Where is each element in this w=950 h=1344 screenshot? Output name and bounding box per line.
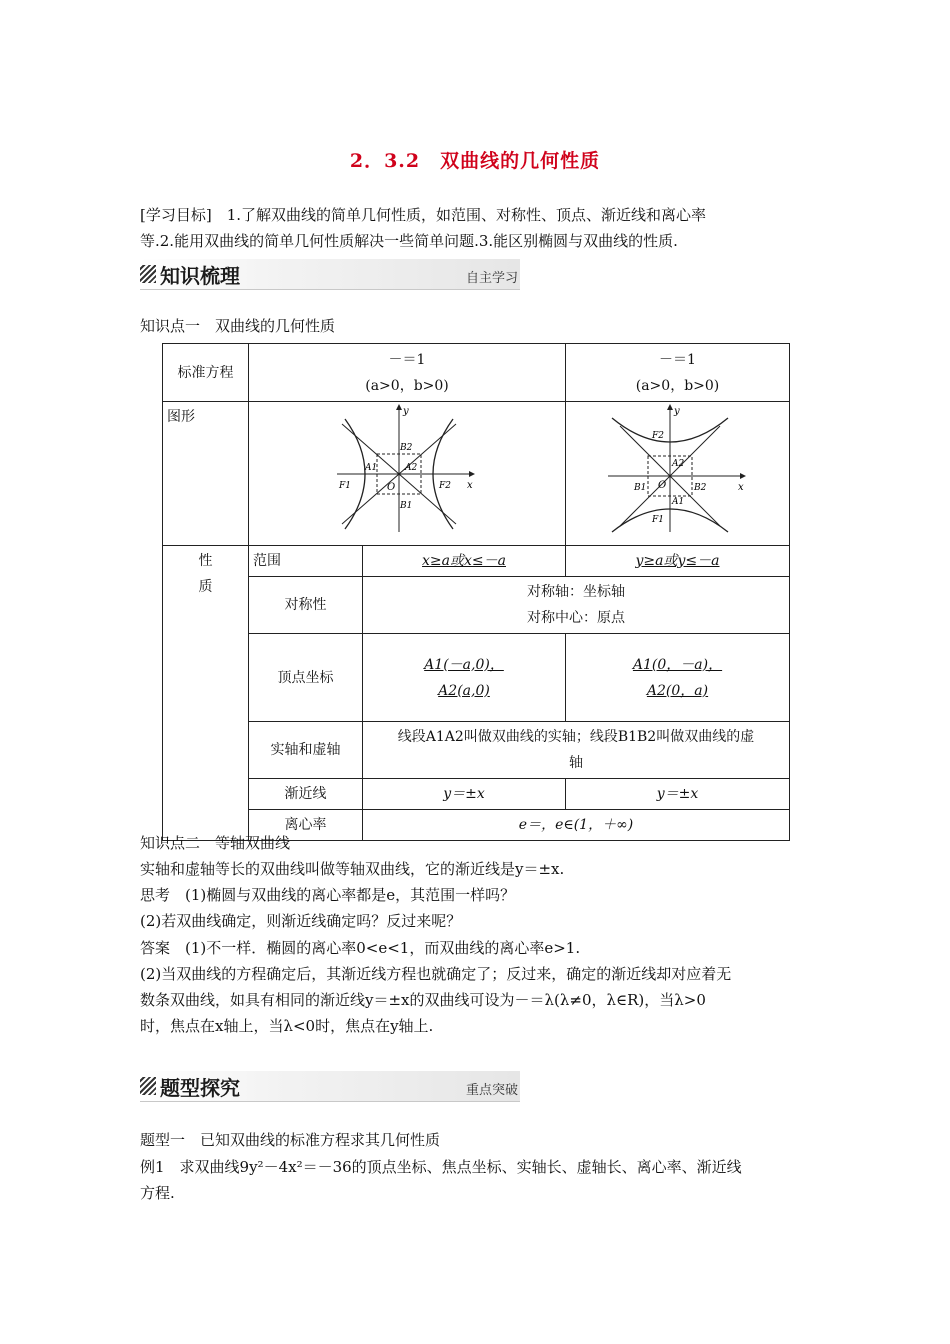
knowledge-point-1-title: 知识点一 双曲线的几何性质 [140, 317, 336, 335]
answer-1: 答案 (1)不一样．椭圆的离心率0<e<1，而双曲线的离心率e>1. [140, 939, 581, 957]
label-f1: F1 [651, 515, 664, 525]
learning-objectives-line-2: 等.2.能用双曲线的简单几何性质解决一些简单问题.3.能区别椭圆与双曲线的性质. [140, 232, 678, 250]
vertex-label: 顶点坐标 [249, 634, 363, 722]
asymptote-label: 渐近线 [249, 779, 363, 810]
label-f2: F2 [651, 431, 664, 441]
vertex-a1-vertical: A1(0，－a)， [632, 656, 723, 673]
label-x: x [467, 480, 473, 491]
asymptote-vertical: y＝±x [566, 779, 790, 810]
label-b2: B2 [400, 443, 413, 453]
page-title: 2．3.2 双曲线的几何性质 [349, 150, 601, 172]
equation-1: －＝1 [388, 351, 426, 368]
graph-cell-2 [566, 402, 790, 546]
axis-label: 实轴和虚轴 [249, 722, 363, 779]
symmetry-center: 对称中心：原点 [527, 610, 625, 626]
vertex-a2-vertical: A2(0，a) [646, 682, 709, 699]
learning-objectives-line-1: [学习目标] 1.了解双曲线的简单几何性质，如范围、对称性、顶点、渐近线和离心率 [140, 206, 707, 224]
std-eq-label: 标准方程 [163, 344, 249, 402]
properties-label-char-1: 性 [198, 553, 213, 569]
label-b1: B1 [400, 501, 413, 511]
properties-label [163, 546, 249, 841]
vertex-a1: A1(－a,0)， [424, 656, 504, 673]
section-banner-title: 知识梳理 [160, 264, 240, 288]
section-banner-title: 题型探究 [160, 1076, 240, 1100]
symmetry-value [363, 577, 790, 634]
vertex-horizontal [363, 634, 566, 722]
axis-text-line-2: 轴 [569, 755, 583, 771]
y-arrow-icon [396, 404, 402, 410]
section-banner-types [140, 1071, 520, 1102]
think-question-2: (2)若双曲线确定，则渐近线确定吗？反过来呢？ [140, 912, 462, 930]
label-origin: O [387, 482, 396, 493]
label-a1: A1 [365, 463, 378, 473]
stripes-icon [140, 1077, 156, 1095]
axis-text-line-1: 线段A1A2叫做双曲线的实轴；线段B1B2叫做双曲线的虚 [397, 729, 755, 745]
section-banner-tag: 自主学习 [465, 271, 518, 286]
label-y: y [673, 406, 680, 417]
eccentricity-label: 离心率 [249, 810, 363, 841]
knowledge-point-2-title: 知识点二 等轴双曲线 [140, 834, 291, 852]
answer-2-line-1: (2)当双曲线的方程确定后，其渐近线方程也就确定了；反过来，确定的渐近线却对应着无 [140, 965, 732, 983]
section-banner-knowledge [140, 259, 520, 290]
example-1-line-1: 例1 求双曲线9y²－4x²＝－36的顶点坐标、焦点坐标、实轴长、虚轴长、离心率、渐近线 [140, 1158, 742, 1176]
y-arrow-icon [667, 404, 673, 410]
std-eq-horizontal [249, 344, 566, 402]
eccentricity-value: e＝，e∈(1，＋∞) [363, 810, 790, 841]
equation-2: －＝1 [659, 351, 696, 368]
label-f2: F2 [439, 481, 451, 491]
label-origin: O [657, 480, 666, 491]
label-y: y [403, 406, 409, 417]
asymptote-horizontal: y＝±x [363, 779, 566, 810]
answer-2-line-2: 数条双曲线，如具有相同的渐近线y＝±x的双曲线可设为－＝λ(λ≠0，λ∈R)，当λ>0 [140, 991, 706, 1009]
properties-table [162, 343, 790, 841]
stripes-icon [140, 265, 156, 283]
symmetry-label: 对称性 [249, 577, 363, 634]
vertex-vertical [566, 634, 790, 722]
label-a1: A1 [671, 497, 684, 507]
condition-2: (a>0，b>0) [635, 377, 720, 394]
graph-label: 图形 [163, 402, 249, 546]
label-b1: B1 [633, 483, 646, 493]
graph-cell-1 [249, 402, 566, 546]
label-x: x [737, 482, 744, 493]
label-a2: A2 [405, 463, 418, 473]
type-1-title: 题型一 已知双曲线的标准方程求其几何性质 [140, 1131, 441, 1149]
hyperbola-graph-horizontal [337, 404, 477, 534]
x-arrow-icon [469, 471, 475, 477]
range-label: 范围 [249, 546, 363, 577]
label-b2: B2 [693, 483, 706, 493]
range-horizontal: x≥a或x≤－a [363, 546, 566, 577]
range-vertical: y≥a或y≤－a [566, 546, 790, 577]
properties-label-char-2: 质 [198, 579, 213, 595]
label-a2: A2 [671, 459, 684, 469]
think-question-1: 思考 (1)椭圆与双曲线的离心率都是e，其范围一样吗？ [140, 886, 516, 904]
example-1-line-2: 方程. [140, 1184, 175, 1202]
answer-2-line-3: 时，焦点在x轴上，当λ<0时，焦点在y轴上. [140, 1017, 434, 1035]
knowledge-point-2-text: 实轴和虚轴等长的双曲线叫做等轴双曲线，它的渐近线是y＝±x. [140, 860, 565, 878]
symmetry-axis: 对称轴：坐标轴 [527, 584, 625, 600]
vertex-a2: A2(a,0) [438, 682, 490, 699]
label-f1: F1 [339, 481, 351, 491]
std-eq-vertical [566, 344, 790, 402]
x-arrow-icon [740, 473, 746, 479]
condition-1: (a>0，b>0) [365, 377, 449, 394]
hyperbola-graph-vertical [608, 404, 748, 534]
section-banner-tag: 重点突破 [465, 1083, 518, 1098]
axis-value [363, 722, 790, 779]
